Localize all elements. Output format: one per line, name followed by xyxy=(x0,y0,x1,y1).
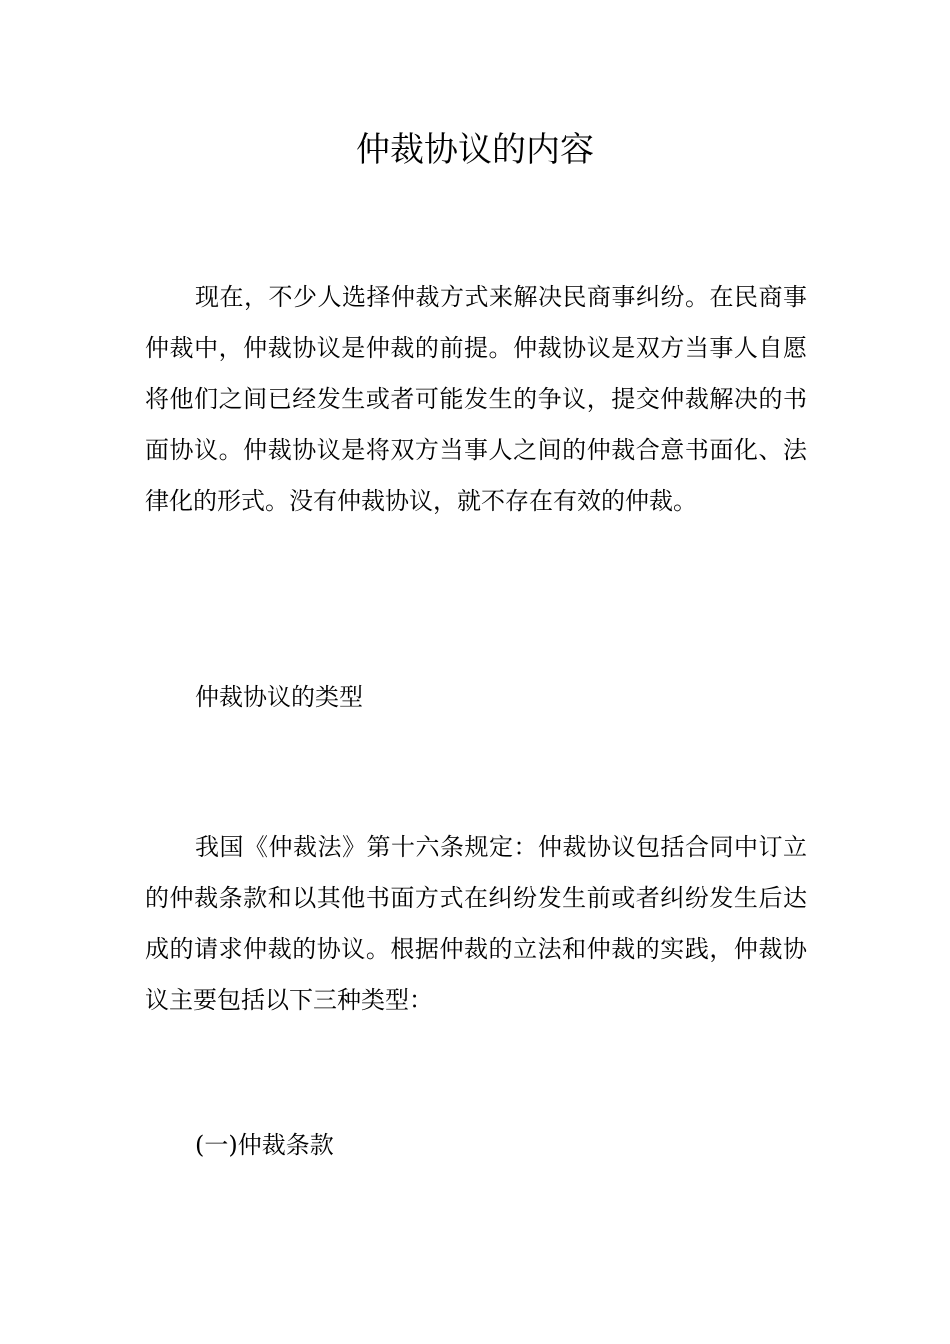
intro-paragraph: 现在，不少人选择仲裁方式来解决民商事纠纷。在民商事仲裁中，仲裁协议是仲裁的前提。仲裁协议是双方当事人自愿将他们之间已经发生或者可能发生的争议，提交仲裁解决的书面协议。仲裁协议是将双方当事人之间的仲裁合意书面化、法律化的形式。没有仲裁协议，就不存在有效的仲裁。 xyxy=(145,283,807,515)
document-title: 仲裁协议的内容 xyxy=(356,130,594,170)
section-heading: 仲裁协议的类型 xyxy=(195,683,363,711)
subsection-heading: (一)仲裁条款 xyxy=(195,1131,334,1159)
law-paragraph: 我国《仲裁法》第十六条规定：仲裁协议包括合同中订立的仲裁条款和以其他书面方式在纠纷发生前或者纠纷发生后达成的请求仲裁的协议。根据仲裁的立法和仲裁的实践，仲裁协议主要包括以下三种类型： xyxy=(145,833,807,1014)
